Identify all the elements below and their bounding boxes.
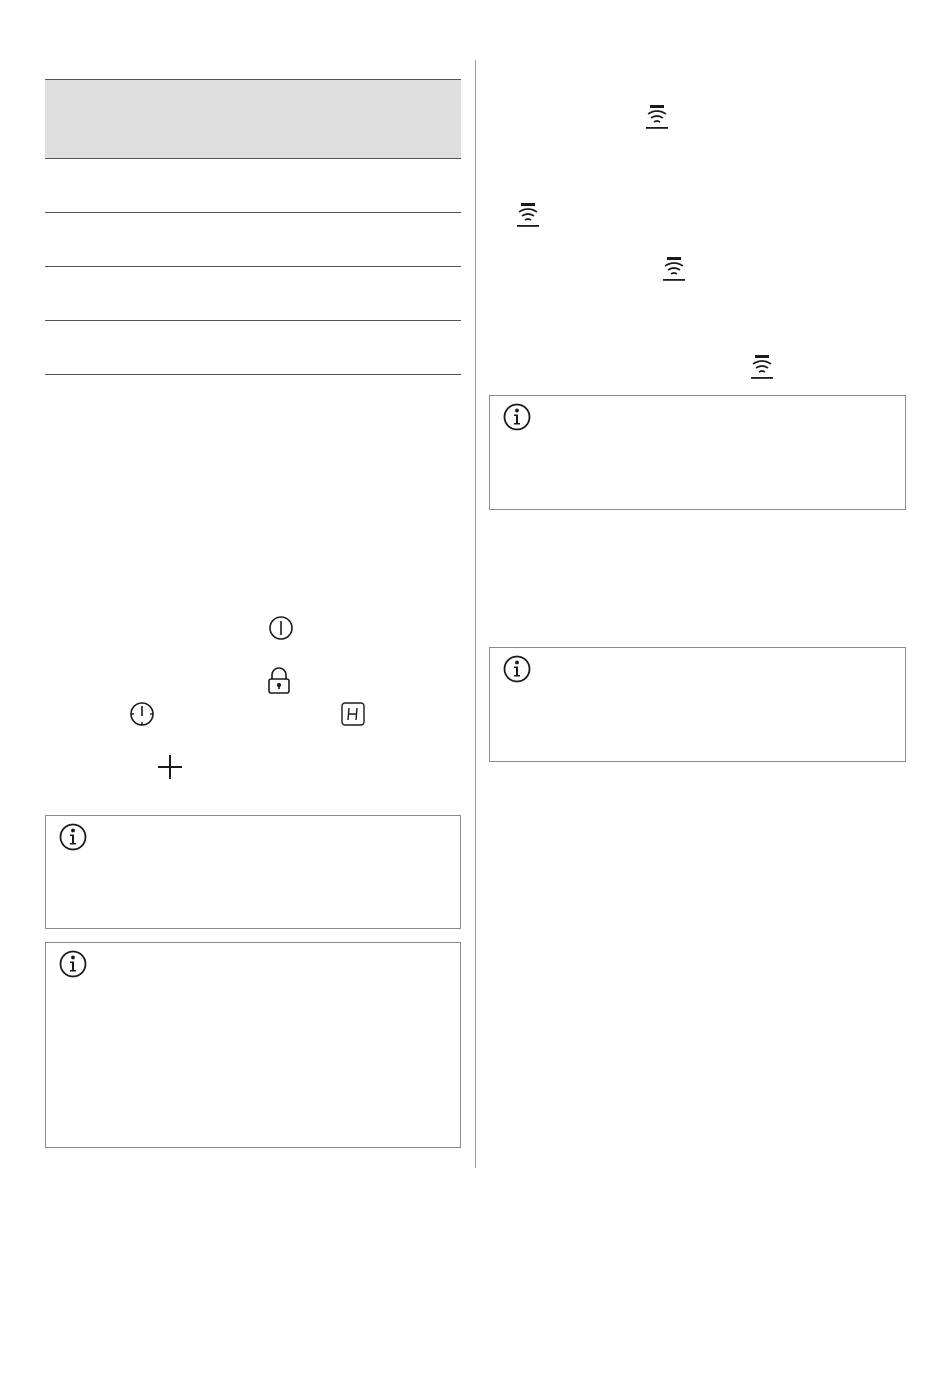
info-icon: [58, 949, 88, 979]
power-icon: [268, 615, 294, 641]
info-icon: [58, 822, 88, 852]
info-note: [489, 395, 906, 510]
info-icon: [502, 402, 532, 432]
timer-icon: [128, 700, 156, 728]
info-note: [45, 942, 461, 1148]
lock-icon: [266, 667, 292, 695]
hob2hood-icon: [662, 256, 686, 282]
hob2hood-icon: [645, 104, 669, 130]
info-note: [489, 647, 906, 762]
table-header: [45, 79, 461, 159]
plus-icon: [156, 753, 184, 781]
table-row: [45, 159, 461, 213]
table-row: [45, 267, 461, 321]
hob2hood-icon: [516, 202, 540, 228]
table-row: [45, 213, 461, 267]
display-h-icon: [340, 701, 366, 727]
column-divider: [475, 60, 476, 1168]
hob2hood-icon: [750, 354, 774, 380]
info-icon: [502, 654, 532, 684]
table-row: [45, 321, 461, 375]
info-note: [45, 815, 461, 929]
